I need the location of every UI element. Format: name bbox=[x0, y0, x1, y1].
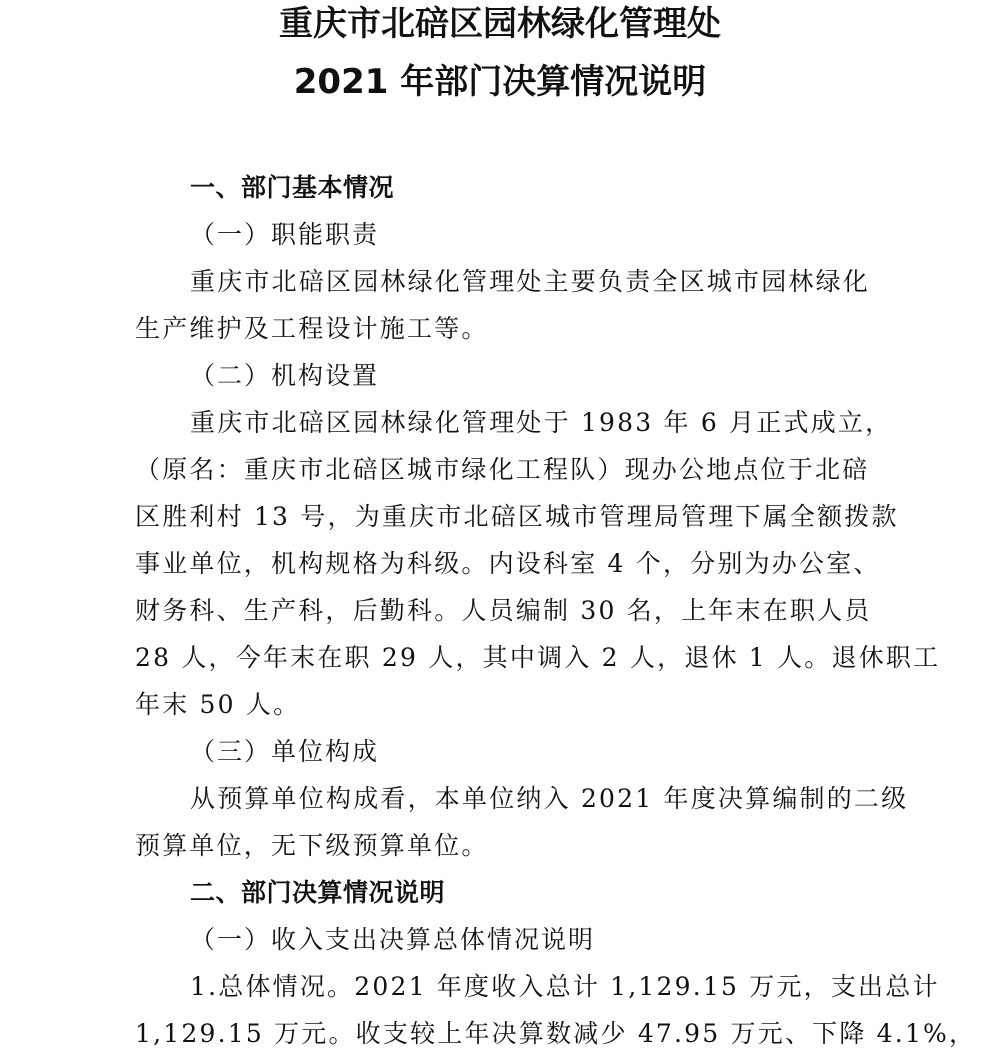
paragraph-line: 事业单位，机构规格为科级。内设科室 4 个，分别为办公室、 bbox=[135, 549, 881, 578]
paragraph-line: 生产维护及工程设计施工等。 bbox=[135, 314, 489, 343]
paragraph-line: （原名：重庆市北碚区城市绿化工程队）现办公地点位于北碚 bbox=[135, 455, 870, 484]
document-title-line1: 重庆市北碚区园林绿化管理处 bbox=[279, 4, 721, 44]
subsection-heading-unit-composition: （三）单位构成 bbox=[190, 737, 380, 766]
subsection-heading-organization: （二）机构设置 bbox=[190, 361, 380, 390]
paragraph-line: 财务科、生产科，后勤科。人员编制 30 名，上年末在职人员 bbox=[135, 596, 872, 625]
paragraph-line: 重庆市北碚区园林绿化管理处主要负责全区城市园林绿化 bbox=[190, 267, 871, 296]
paragraph-line: 从预算单位构成看，本单位纳入 2021 年度决算编制的二级 bbox=[190, 784, 909, 813]
paragraph-line: 1,129.15 万元。收支较上年决算数减少 47.95 万元、下降 4.1%， bbox=[135, 1019, 977, 1048]
paragraph-line: 年末 50 人。 bbox=[135, 690, 301, 719]
section-heading-basic-info: 一、部门基本情况 bbox=[190, 173, 395, 202]
subsection-heading-income-expense: （一）收入支出决算总体情况说明 bbox=[190, 925, 596, 954]
paragraph-line: 1.总体情况。2021 年度收入总计 1,129.15 万元，支出总计 bbox=[190, 972, 940, 1001]
section-heading-final-accounts: 二、部门决算情况说明 bbox=[190, 878, 446, 907]
subsection-heading-functions: （一）职能职责 bbox=[190, 220, 380, 249]
paragraph-line: 区胜利村 13 号，为重庆市北碚区城市管理局管理下属全额拨款 bbox=[135, 502, 899, 531]
paragraph-line: 28 人，今年末在职 29 人，其中调入 2 人，退休 1 人。退休职工 bbox=[135, 643, 941, 672]
paragraph-line: 重庆市北碚区园林绿化管理处于 1983 年 6 月正式成立， bbox=[190, 408, 893, 437]
document-title-line2: 2021 年部门决算情况说明 bbox=[293, 62, 707, 102]
paragraph-line: 预算单位，无下级预算单位。 bbox=[135, 831, 489, 860]
